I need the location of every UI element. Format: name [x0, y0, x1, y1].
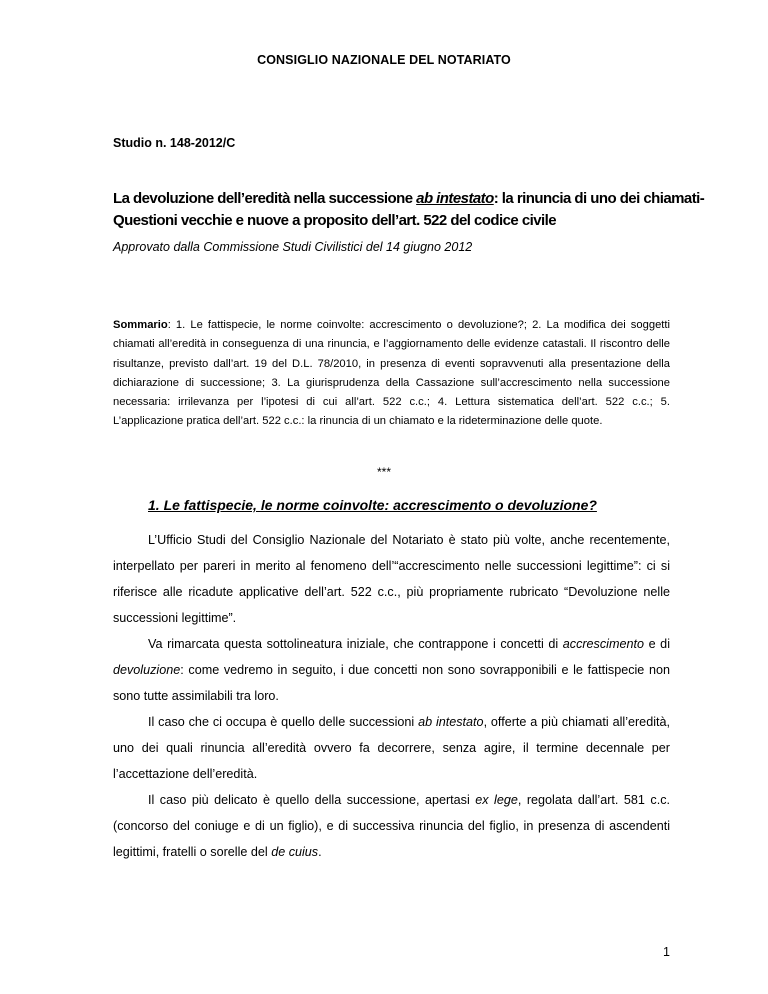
paragraph-3	[113, 709, 670, 787]
section-separator: ***	[376, 465, 391, 479]
text-run: Il caso che ci occupa è quello delle successioni	[148, 715, 419, 729]
text-run: , regolata dall’art. 581 c.c. (concorso del coniuge e di un figlio), e di successiva rinuncia del figlio, in presenza di ascendenti legittimi, fratelli o sorelle del	[113, 793, 670, 859]
paragraph-2	[113, 631, 670, 709]
summary-label: Sommario	[113, 319, 168, 331]
paragraph-1: L’Ufficio Studi del Consiglio Nazionale del Notariato è stato più volte, anche recentemente, interpellato per pareri in merito al fenomeno dell’“accrescimento nelle successioni legittime”: ci si riferisce alle ricadute applicative dell’art. 522 c.c., più propriamente rubricato “Devoluzione nelle successioni legittime”.	[113, 533, 670, 625]
text-run: , offerte a più chiamati all’eredità, uno dei quali rinuncia all’eredità ovvero fa decorrere, senza agire, il termine decennale per l’accettazione dell’eredità.	[113, 715, 670, 781]
organization-header: CONSIGLIO NAZIONALE DEL NOTARIATO	[257, 53, 511, 67]
approval-note: Approvato dalla Commissione Studi Civilistici del 14 giugno 2012	[113, 240, 473, 254]
document-title	[113, 188, 705, 232]
summary-text: : 1. Le fattispecie, le norme coinvolte: accrescimento o devoluzione?; 2. La modifica dei soggetti chiamati all’eredità in conseguenza di una rinuncia, e l’aggiornamento delle evidenze catastali. Il riscontro delle risultanze, previsto dall’art. 19 del D.L. 78/2010, in presenza di eventi sopravvenuti alla presentazione della dichiarazione di successione; 3. La giurisprudenza della Cassazione sull’accrescimento nella successione necessaria: irrilevanza per l’ipotesi di cui all’art. 522 c.c.; 4. Lettura sistematica dell’art. 522 c.c.; 5. L’applicazione pratica dell’art. 522 c.c.: la rinuncia di un chiamato e la rideterminazione delle quote.	[113, 319, 670, 428]
italic-run: ab intestato	[418, 715, 484, 729]
text-run: Il caso più delicato è quello della successione, apertasi	[148, 793, 476, 807]
page-number: 1	[663, 945, 670, 959]
text-run: e di	[643, 637, 670, 651]
summary-block	[113, 316, 670, 432]
italic-run: ex lege	[475, 793, 518, 807]
text-run: .	[318, 845, 322, 859]
title-line-1-text	[113, 188, 700, 210]
title-dash: -	[699, 190, 705, 207]
title-text-part: : la rinuncia di uno dei chiamati	[493, 190, 700, 207]
title-line-1	[113, 188, 705, 210]
paragraph-4	[113, 787, 670, 865]
title-italic-part: ab intestato	[416, 190, 494, 207]
title-text-part: La devoluzione dell’eredità nella successione	[113, 190, 417, 207]
section-1-heading: 1. Le fattispecie, le norme coinvolte: accrescimento o devoluzione?	[148, 497, 597, 513]
italic-run: devoluzione	[113, 663, 181, 677]
body-text	[113, 527, 670, 865]
study-number: Studio n. 148-2012/C	[113, 136, 236, 150]
title-line-2: Questioni vecchie e nuove a proposito dell’art. 522 del codice civile	[113, 212, 557, 229]
text-run: : come vedremo in seguito, i due concetti non sono sovrapponibili e le fattispecie non sono tutte assimilabili tra loro.	[113, 663, 670, 703]
italic-run: de cuius	[271, 845, 319, 859]
italic-run: accrescimento	[562, 637, 644, 651]
text-run: Va rimarcata questa sottolineatura iniziale, che contrappone i concetti di	[148, 637, 563, 651]
